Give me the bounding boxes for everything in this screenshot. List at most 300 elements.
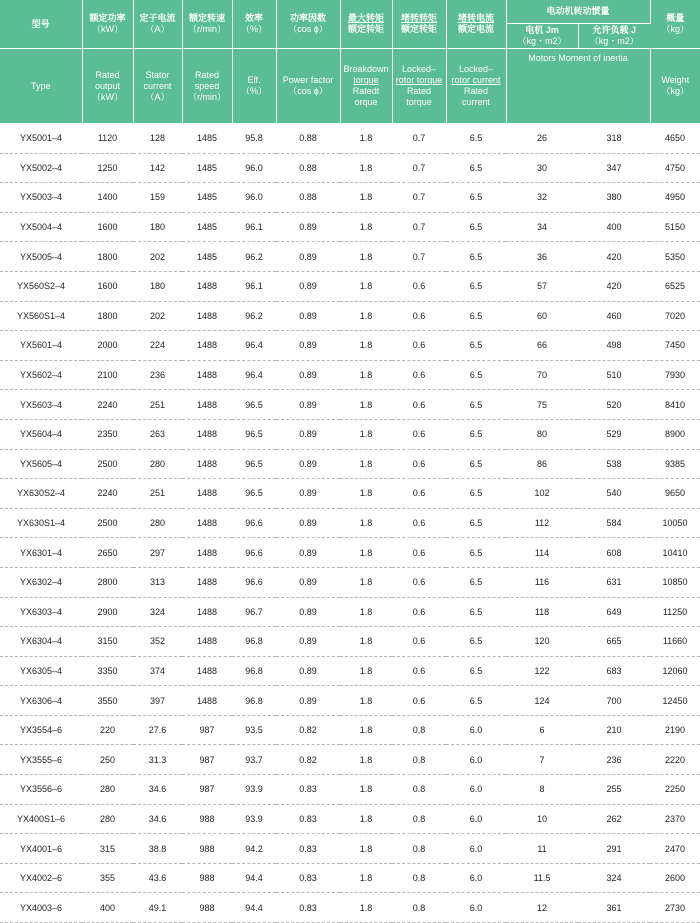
cell-power-factor: 0.88 xyxy=(276,124,340,154)
cell-weight: 9385 xyxy=(650,449,700,479)
cell-rated-output: 1120 xyxy=(82,124,133,154)
cell-locked-torque-ratio: 0.7 xyxy=(392,124,446,154)
cell-efficiency: 96.5 xyxy=(232,419,276,449)
header-en-moment: Motors Moment of inertia xyxy=(528,53,628,63)
cell-type: YX5604–4 xyxy=(0,419,82,449)
cell-rated-speed: 1488 xyxy=(182,271,232,301)
table-header xyxy=(0,0,700,124)
cell-type: YX3555–6 xyxy=(0,745,82,775)
col-rated-output-cn xyxy=(82,0,133,49)
header-en-rated-speed-1: Rated xyxy=(194,69,220,80)
cell-locked-current-ratio: 6.0 xyxy=(446,834,506,864)
cell-type: YX6302–4 xyxy=(0,567,82,597)
cell-efficiency: 96.8 xyxy=(232,686,276,716)
cell-rated-output: 3550 xyxy=(82,686,133,716)
table-row xyxy=(0,508,700,538)
header-cn-weight: 概量 xyxy=(666,13,685,23)
cell-locked-current-ratio: 6.5 xyxy=(446,212,506,242)
cell-type: YX5603–4 xyxy=(0,390,82,420)
col-efficiency-cn xyxy=(232,0,276,49)
cell-efficiency: 96.6 xyxy=(232,567,276,597)
col-locked-current-en xyxy=(446,49,506,124)
cell-weight: 11250 xyxy=(650,597,700,627)
cell-stator-current: 352 xyxy=(133,627,182,657)
cell-breakdown-ratio: 1.8 xyxy=(340,745,392,775)
cell-locked-torque-ratio: 0.7 xyxy=(392,242,446,272)
header-en-breakdown-3: Ratedt xyxy=(352,86,380,96)
cell-power-factor: 0.83 xyxy=(276,775,340,805)
cell-locked-torque-ratio: 0.6 xyxy=(392,479,446,509)
cell-permissible-j: 361 xyxy=(578,893,650,923)
header-en-type: Type xyxy=(30,80,51,91)
cell-type: YX5004–4 xyxy=(0,212,82,242)
cell-power-factor: 0.89 xyxy=(276,271,340,301)
cell-power-factor: 0.89 xyxy=(276,360,340,390)
cell-rated-output: 2900 xyxy=(82,597,133,627)
cell-breakdown-ratio: 1.8 xyxy=(340,242,392,272)
cell-permissible-j: 291 xyxy=(578,834,650,864)
cell-power-factor: 0.83 xyxy=(276,893,340,923)
cell-locked-current-ratio: 6.5 xyxy=(446,390,506,420)
cell-permissible-j: 700 xyxy=(578,686,650,716)
cell-breakdown-ratio: 1.8 xyxy=(340,508,392,538)
cell-weight: 7450 xyxy=(650,331,700,361)
cell-efficiency: 96.6 xyxy=(232,508,276,538)
cell-permissible-j: 665 xyxy=(578,627,650,657)
cell-permissible-j: 318 xyxy=(578,124,650,154)
cell-permissible-j: 529 xyxy=(578,419,650,449)
header-en-locked-torque-3: Rated xyxy=(406,86,432,96)
cell-rated-speed: 1488 xyxy=(182,567,232,597)
cell-rated-speed: 1488 xyxy=(182,686,232,716)
cell-locked-torque-ratio: 0.8 xyxy=(392,863,446,893)
cell-locked-torque-ratio: 0.6 xyxy=(392,686,446,716)
col-type-cn xyxy=(0,0,82,49)
cell-stator-current: 280 xyxy=(133,449,182,479)
cell-weight: 12450 xyxy=(650,686,700,716)
cell-type: YX560S2–4 xyxy=(0,271,82,301)
cell-stator-current: 34.6 xyxy=(133,775,182,805)
cell-breakdown-ratio: 1.8 xyxy=(340,479,392,509)
cell-type: YX6305–4 xyxy=(0,656,82,686)
cell-breakdown-ratio: 1.8 xyxy=(340,153,392,183)
cell-motor-jm: 124 xyxy=(506,686,578,716)
cell-locked-current-ratio: 6.0 xyxy=(446,745,506,775)
table-row xyxy=(0,212,700,242)
cell-type: YX3554–6 xyxy=(0,715,82,745)
table-row xyxy=(0,271,700,301)
cell-rated-speed: 1488 xyxy=(182,479,232,509)
cell-type: YX560S1–4 xyxy=(0,301,82,331)
header-en-stator-current-1: Stator xyxy=(145,69,170,80)
header-cn-breakdown-bottom: 额定转矩 xyxy=(347,24,384,34)
cell-motor-jm: 122 xyxy=(506,656,578,686)
cell-motor-jm: 75 xyxy=(506,390,578,420)
cell-power-factor: 0.89 xyxy=(276,242,340,272)
cell-power-factor: 0.89 xyxy=(276,656,340,686)
cell-stator-current: 43.6 xyxy=(133,863,182,893)
col-type-en xyxy=(0,49,82,124)
cell-weight: 2190 xyxy=(650,715,700,745)
cell-type: YX5601–4 xyxy=(0,331,82,361)
cell-motor-jm: 70 xyxy=(506,360,578,390)
cell-permissible-j: 584 xyxy=(578,508,650,538)
header-row-english xyxy=(0,49,700,124)
cell-breakdown-ratio: 1.8 xyxy=(340,597,392,627)
cell-efficiency: 96.2 xyxy=(232,301,276,331)
cell-power-factor: 0.83 xyxy=(276,834,340,864)
header-cn-locked-current-bottom: 额定电流 xyxy=(457,24,494,34)
cell-motor-jm: 30 xyxy=(506,153,578,183)
cell-type: YX5002–4 xyxy=(0,153,82,183)
cell-weight: 8900 xyxy=(650,419,700,449)
cell-type: YX6301–4 xyxy=(0,538,82,568)
cell-rated-output: 2100 xyxy=(82,360,133,390)
cell-efficiency: 96.1 xyxy=(232,271,276,301)
cell-permissible-j: 683 xyxy=(578,656,650,686)
cell-permissible-j: 380 xyxy=(578,183,650,213)
cell-locked-torque-ratio: 0.7 xyxy=(392,212,446,242)
cell-power-factor: 0.83 xyxy=(276,863,340,893)
cell-breakdown-ratio: 1.8 xyxy=(340,834,392,864)
table-row xyxy=(0,893,700,923)
col-power-factor-en xyxy=(276,49,340,124)
cell-locked-torque-ratio: 0.6 xyxy=(392,271,446,301)
header-en-locked-current-1: Locked– xyxy=(458,64,494,74)
cell-permissible-j: 649 xyxy=(578,597,650,627)
cell-locked-current-ratio: 6.5 xyxy=(446,656,506,686)
cell-breakdown-ratio: 1.8 xyxy=(340,863,392,893)
header-cn-stator-current-unit: （A） xyxy=(145,24,170,34)
cell-rated-speed: 1488 xyxy=(182,508,232,538)
header-en-breakdown-4: orque xyxy=(354,97,378,107)
cell-breakdown-ratio: 1.8 xyxy=(340,301,392,331)
col-motor-jm-cn xyxy=(506,24,578,49)
cell-breakdown-ratio: 1.8 xyxy=(340,567,392,597)
table-row xyxy=(0,538,700,568)
cell-rated-output: 315 xyxy=(82,834,133,864)
col-locked-current-cn xyxy=(446,0,506,49)
cell-locked-torque-ratio: 0.6 xyxy=(392,627,446,657)
cell-permissible-j: 420 xyxy=(578,271,650,301)
cell-power-factor: 0.89 xyxy=(276,301,340,331)
cell-rated-speed: 988 xyxy=(182,893,232,923)
cell-power-factor: 0.89 xyxy=(276,627,340,657)
table-row xyxy=(0,597,700,627)
cell-locked-current-ratio: 6.5 xyxy=(446,301,506,331)
cell-motor-jm: 112 xyxy=(506,508,578,538)
cell-rated-output: 250 xyxy=(82,745,133,775)
cell-rated-speed: 1488 xyxy=(182,419,232,449)
cell-efficiency: 93.7 xyxy=(232,745,276,775)
cell-type: YX5605–4 xyxy=(0,449,82,479)
header-en-locked-current-3: Rated xyxy=(463,86,489,96)
cell-motor-jm: 6 xyxy=(506,715,578,745)
cell-permissible-j: 460 xyxy=(578,301,650,331)
header-en-locked-current-2: rotor current xyxy=(451,75,501,85)
table-row xyxy=(0,419,700,449)
cell-type: YX4001–6 xyxy=(0,834,82,864)
col-breakdown-cn xyxy=(340,0,392,49)
cell-rated-output: 2350 xyxy=(82,419,133,449)
header-cn-locked-torque-top: 堵转转矩 xyxy=(400,13,437,23)
cell-rated-output: 2240 xyxy=(82,390,133,420)
cell-breakdown-ratio: 1.8 xyxy=(340,449,392,479)
cell-locked-torque-ratio: 0.8 xyxy=(392,775,446,805)
cell-locked-torque-ratio: 0.6 xyxy=(392,656,446,686)
cell-stator-current: 180 xyxy=(133,271,182,301)
cell-type: YX400S1–6 xyxy=(0,804,82,834)
cell-power-factor: 0.82 xyxy=(276,745,340,775)
col-efficiency-en xyxy=(232,49,276,124)
cell-weight: 2370 xyxy=(650,804,700,834)
cell-weight: 2250 xyxy=(650,775,700,805)
cell-stator-current: 263 xyxy=(133,419,182,449)
cell-locked-torque-ratio: 0.6 xyxy=(392,301,446,331)
cell-locked-current-ratio: 6.5 xyxy=(446,686,506,716)
header-row-chinese xyxy=(0,0,700,24)
cell-type: YX6304–4 xyxy=(0,627,82,657)
header-cn-motor-jm: 电机 Jm xyxy=(525,25,559,35)
table-row xyxy=(0,183,700,213)
col-stator-current-en xyxy=(133,49,182,124)
cell-weight: 2730 xyxy=(650,893,700,923)
header-en-rated-output-3: （kW） xyxy=(92,91,123,102)
col-locked-torque-en xyxy=(392,49,446,124)
cell-locked-current-ratio: 6.0 xyxy=(446,775,506,805)
cell-permissible-j: 324 xyxy=(578,863,650,893)
table-row xyxy=(0,715,700,745)
cell-rated-speed: 1488 xyxy=(182,656,232,686)
cell-locked-torque-ratio: 0.6 xyxy=(392,390,446,420)
cell-permissible-j: 347 xyxy=(578,153,650,183)
cell-weight: 12060 xyxy=(650,656,700,686)
cell-motor-jm: 57 xyxy=(506,271,578,301)
cell-stator-current: 128 xyxy=(133,124,182,154)
cell-permissible-j: 255 xyxy=(578,775,650,805)
cell-type: YX3556–6 xyxy=(0,775,82,805)
cell-power-factor: 0.88 xyxy=(276,183,340,213)
cell-rated-speed: 987 xyxy=(182,745,232,775)
cell-rated-speed: 987 xyxy=(182,775,232,805)
cell-stator-current: 159 xyxy=(133,183,182,213)
header-en-breakdown-2: torque xyxy=(353,75,379,85)
cell-permissible-j: 631 xyxy=(578,567,650,597)
cell-rated-output: 3350 xyxy=(82,656,133,686)
cell-weight: 2470 xyxy=(650,834,700,864)
cell-breakdown-ratio: 1.8 xyxy=(340,538,392,568)
col-permissible-j-cn xyxy=(578,24,650,49)
cell-weight: 4650 xyxy=(650,124,700,154)
cell-breakdown-ratio: 1.8 xyxy=(340,627,392,657)
cell-rated-output: 280 xyxy=(82,775,133,805)
cell-locked-current-ratio: 6.5 xyxy=(446,419,506,449)
table-row xyxy=(0,656,700,686)
cell-breakdown-ratio: 1.8 xyxy=(340,124,392,154)
cell-motor-jm: 34 xyxy=(506,212,578,242)
table-row xyxy=(0,242,700,272)
cell-rated-output: 1600 xyxy=(82,212,133,242)
cell-power-factor: 0.89 xyxy=(276,567,340,597)
col-rated-speed-en xyxy=(182,49,232,124)
cell-power-factor: 0.89 xyxy=(276,419,340,449)
header-cn-stator-current: 定子电流 xyxy=(139,13,176,23)
cell-locked-torque-ratio: 0.6 xyxy=(392,597,446,627)
header-en-locked-torque-2: rotor torque xyxy=(395,75,443,85)
cell-efficiency: 94.2 xyxy=(232,834,276,864)
cell-locked-current-ratio: 6.5 xyxy=(446,479,506,509)
cell-type: YX5005–4 xyxy=(0,242,82,272)
cell-rated-speed: 1485 xyxy=(182,124,232,154)
cell-locked-current-ratio: 6.5 xyxy=(446,124,506,154)
table-row xyxy=(0,804,700,834)
cell-power-factor: 0.89 xyxy=(276,538,340,568)
cell-type: YX5001–4 xyxy=(0,124,82,154)
table-row xyxy=(0,390,700,420)
cell-permissible-j: 400 xyxy=(578,212,650,242)
cell-motor-jm: 11.5 xyxy=(506,863,578,893)
table-row xyxy=(0,331,700,361)
cell-weight: 4950 xyxy=(650,183,700,213)
cell-breakdown-ratio: 1.8 xyxy=(340,271,392,301)
cell-breakdown-ratio: 1.8 xyxy=(340,331,392,361)
cell-stator-current: 224 xyxy=(133,331,182,361)
header-en-efficiency-1: Eff. xyxy=(247,75,261,85)
header-cn-rated-output: 额定功率 xyxy=(89,13,126,23)
col-stator-current-cn xyxy=(133,0,182,49)
header-en-rated-output-2: output xyxy=(94,80,121,91)
cell-motor-jm: 12 xyxy=(506,893,578,923)
cell-locked-current-ratio: 6.5 xyxy=(446,508,506,538)
cell-efficiency: 94.4 xyxy=(232,863,276,893)
cell-stator-current: 142 xyxy=(133,153,182,183)
cell-permissible-j: 210 xyxy=(578,715,650,745)
cell-stator-current: 38.8 xyxy=(133,834,182,864)
cell-rated-output: 2000 xyxy=(82,331,133,361)
cell-efficiency: 93.5 xyxy=(232,715,276,745)
cell-motor-jm: 10 xyxy=(506,804,578,834)
cell-permissible-j: 262 xyxy=(578,804,650,834)
cell-breakdown-ratio: 1.8 xyxy=(340,656,392,686)
cell-stator-current: 397 xyxy=(133,686,182,716)
cell-stator-current: 202 xyxy=(133,242,182,272)
cell-permissible-j: 510 xyxy=(578,360,650,390)
cell-locked-current-ratio: 6.0 xyxy=(446,715,506,745)
cell-rated-speed: 1488 xyxy=(182,538,232,568)
table-row xyxy=(0,124,700,154)
cell-motor-jm: 36 xyxy=(506,242,578,272)
col-power-factor-cn xyxy=(276,0,340,49)
header-en-rated-speed-2: speed xyxy=(194,80,220,91)
cell-weight: 10410 xyxy=(650,538,700,568)
cell-rated-speed: 1485 xyxy=(182,242,232,272)
cell-efficiency: 94.4 xyxy=(232,893,276,923)
cell-rated-speed: 1485 xyxy=(182,153,232,183)
cell-locked-torque-ratio: 0.8 xyxy=(392,834,446,864)
table-row xyxy=(0,627,700,657)
header-cn-permissible-j: 允许负载 J xyxy=(592,25,637,35)
header-cn-power-factor-unit: （cos ϕ） xyxy=(288,24,328,34)
cell-rated-output: 400 xyxy=(82,893,133,923)
cell-breakdown-ratio: 1.8 xyxy=(340,775,392,805)
cell-efficiency: 96.5 xyxy=(232,449,276,479)
table-row xyxy=(0,449,700,479)
cell-power-factor: 0.89 xyxy=(276,686,340,716)
cell-rated-output: 1400 xyxy=(82,183,133,213)
cell-efficiency: 96.5 xyxy=(232,390,276,420)
cell-power-factor: 0.89 xyxy=(276,212,340,242)
cell-power-factor: 0.88 xyxy=(276,153,340,183)
table-row xyxy=(0,153,700,183)
cell-efficiency: 96.8 xyxy=(232,627,276,657)
cell-stator-current: 251 xyxy=(133,390,182,420)
cell-stator-current: 374 xyxy=(133,656,182,686)
cell-locked-torque-ratio: 0.7 xyxy=(392,183,446,213)
cell-efficiency: 96.6 xyxy=(232,538,276,568)
cell-rated-speed: 1488 xyxy=(182,449,232,479)
header-cn-rated-speed-unit: （r/min） xyxy=(188,24,226,34)
header-cn-locked-torque-bottom: 额定转矩 xyxy=(400,24,437,34)
col-rated-speed-cn xyxy=(182,0,232,49)
cell-permissible-j: 540 xyxy=(578,479,650,509)
header-cn-motor-jm-unit: （kg・m2） xyxy=(517,36,567,46)
cell-locked-current-ratio: 6.5 xyxy=(446,627,506,657)
cell-rated-output: 1250 xyxy=(82,153,133,183)
cell-power-factor: 0.89 xyxy=(276,331,340,361)
table-body xyxy=(0,124,700,923)
cell-locked-torque-ratio: 0.6 xyxy=(392,331,446,361)
cell-rated-output: 280 xyxy=(82,804,133,834)
cell-weight: 2220 xyxy=(650,745,700,775)
header-en-stator-current-2: current xyxy=(143,80,172,91)
cell-permissible-j: 420 xyxy=(578,242,650,272)
cell-efficiency: 93.9 xyxy=(232,775,276,805)
cell-locked-torque-ratio: 0.8 xyxy=(392,715,446,745)
cell-rated-output: 1600 xyxy=(82,271,133,301)
cell-efficiency: 96.0 xyxy=(232,153,276,183)
cell-locked-torque-ratio: 0.6 xyxy=(392,360,446,390)
cell-rated-output: 2800 xyxy=(82,567,133,597)
table-row xyxy=(0,479,700,509)
header-cn-power-factor: 功率因数 xyxy=(289,13,326,23)
cell-rated-output: 1800 xyxy=(82,301,133,331)
cell-breakdown-ratio: 1.8 xyxy=(340,686,392,716)
cell-permissible-j: 498 xyxy=(578,331,650,361)
cell-locked-current-ratio: 6.5 xyxy=(446,183,506,213)
cell-efficiency: 96.4 xyxy=(232,360,276,390)
cell-rated-output: 2240 xyxy=(82,479,133,509)
cell-stator-current: 251 xyxy=(133,479,182,509)
cell-motor-jm: 8 xyxy=(506,775,578,805)
header-en-locked-torque-1: Locked– xyxy=(401,64,437,74)
table-row xyxy=(0,567,700,597)
col-moment-en xyxy=(506,49,650,124)
col-rated-output-en xyxy=(82,49,133,124)
cell-weight: 9650 xyxy=(650,479,700,509)
cell-motor-jm: 114 xyxy=(506,538,578,568)
cell-efficiency: 96.4 xyxy=(232,331,276,361)
cell-motor-jm: 116 xyxy=(506,567,578,597)
header-en-weight-2: （kg） xyxy=(661,86,690,96)
header-en-breakdown-1: Breakdown xyxy=(343,64,389,74)
cell-type: YX4002–6 xyxy=(0,863,82,893)
cell-motor-jm: 11 xyxy=(506,834,578,864)
cell-stator-current: 313 xyxy=(133,567,182,597)
cell-locked-current-ratio: 6.5 xyxy=(446,331,506,361)
cell-motor-jm: 120 xyxy=(506,627,578,657)
cell-stator-current: 27.6 xyxy=(133,715,182,745)
cell-efficiency: 96.5 xyxy=(232,479,276,509)
